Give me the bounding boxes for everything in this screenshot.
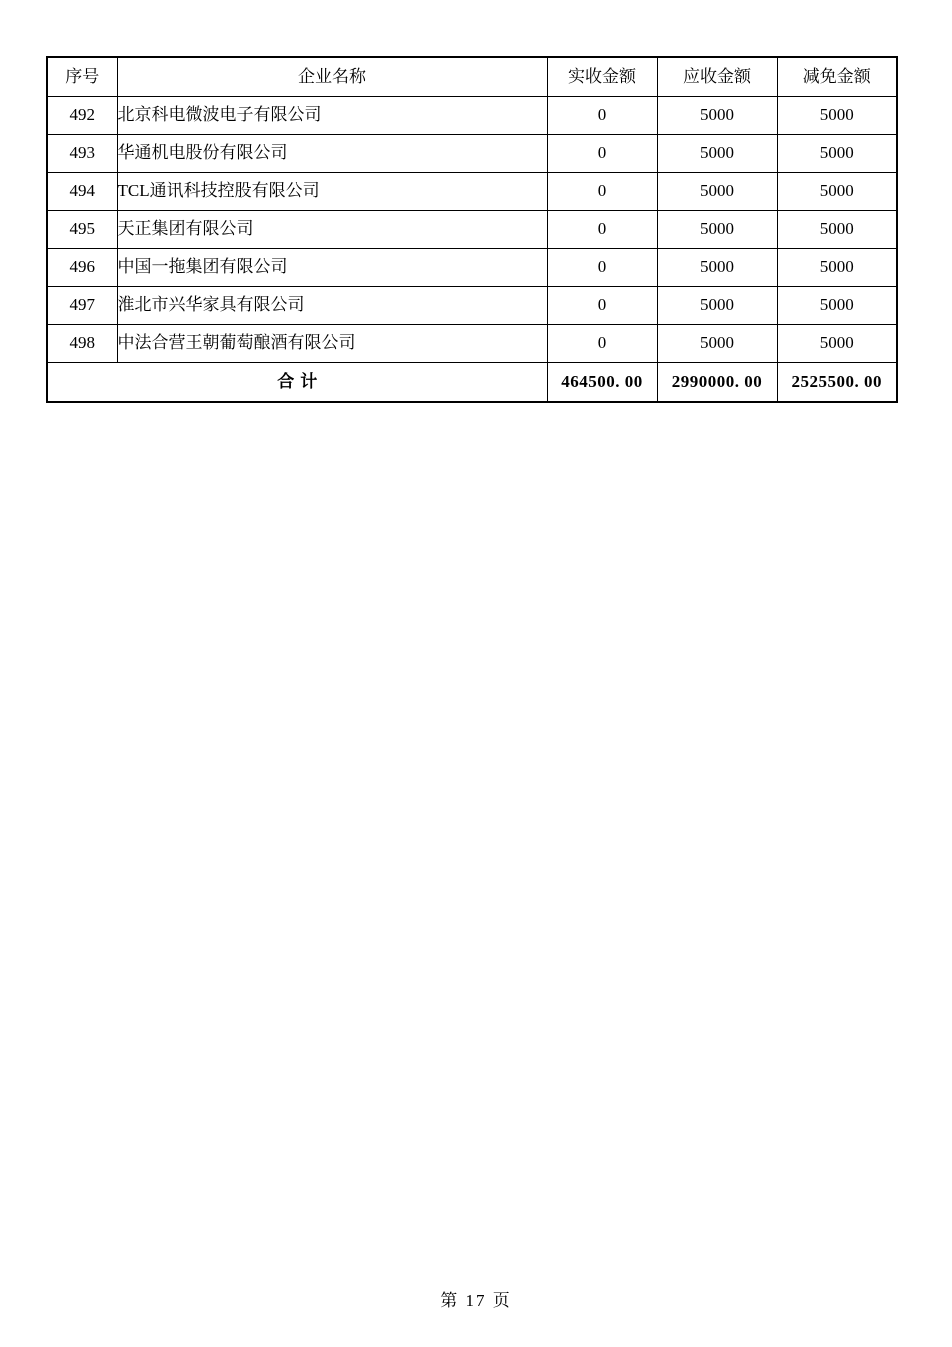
table-total-row xyxy=(47,363,897,403)
cell-reduced-amount: 5000 xyxy=(777,287,897,325)
table-row xyxy=(47,173,897,211)
column-header-due-amount: 应收金额 xyxy=(657,57,777,97)
table-row xyxy=(47,135,897,173)
cell-seq: 492 xyxy=(47,97,117,135)
cell-due-amount: 5000 xyxy=(657,97,777,135)
column-header-reduced-amount: 减免金额 xyxy=(777,57,897,97)
page-footer xyxy=(0,1286,952,1311)
cell-due-amount: 5000 xyxy=(657,249,777,287)
table-body xyxy=(47,97,897,403)
column-header-company-name: 企业名称 xyxy=(117,57,547,97)
total-due-amount: 2990000. 00 xyxy=(657,363,777,403)
cell-reduced-amount: 5000 xyxy=(777,249,897,287)
amount-table xyxy=(46,56,898,403)
cell-due-amount: 5000 xyxy=(657,135,777,173)
cell-paid-amount: 0 xyxy=(547,249,657,287)
cell-paid-amount: 0 xyxy=(547,287,657,325)
cell-due-amount: 5000 xyxy=(657,287,777,325)
table-header xyxy=(47,57,897,97)
cell-reduced-amount: 5000 xyxy=(777,173,897,211)
cell-seq: 496 xyxy=(47,249,117,287)
cell-reduced-amount: 5000 xyxy=(777,135,897,173)
page-number-text: 第 17 页 xyxy=(440,1291,512,1310)
cell-seq: 495 xyxy=(47,211,117,249)
cell-company-name: 华通机电股份有限公司 xyxy=(117,135,547,173)
cell-paid-amount: 0 xyxy=(547,211,657,249)
amount-table-container xyxy=(46,56,896,403)
total-paid-amount: 464500. 00 xyxy=(547,363,657,403)
cell-company-name: 中国一拖集团有限公司 xyxy=(117,249,547,287)
table-row xyxy=(47,97,897,135)
cell-reduced-amount: 5000 xyxy=(777,97,897,135)
total-reduced-amount: 2525500. 00 xyxy=(777,363,897,403)
table-header-row xyxy=(47,57,897,97)
cell-due-amount: 5000 xyxy=(657,173,777,211)
cell-due-amount: 5000 xyxy=(657,211,777,249)
cell-reduced-amount: 5000 xyxy=(777,211,897,249)
total-label: 合计 xyxy=(47,363,547,403)
cell-reduced-amount: 5000 xyxy=(777,325,897,363)
cell-paid-amount: 0 xyxy=(547,325,657,363)
table-row xyxy=(47,325,897,363)
cell-company-name: 中法合营王朝葡萄酿酒有限公司 xyxy=(117,325,547,363)
cell-paid-amount: 0 xyxy=(547,173,657,211)
cell-seq: 498 xyxy=(47,325,117,363)
cell-seq: 494 xyxy=(47,173,117,211)
cell-company-name: 淮北市兴华家具有限公司 xyxy=(117,287,547,325)
cell-seq: 493 xyxy=(47,135,117,173)
table-row xyxy=(47,287,897,325)
column-header-seq: 序号 xyxy=(47,57,117,97)
column-header-paid-amount: 实收金额 xyxy=(547,57,657,97)
cell-company-name: 北京科电微波电子有限公司 xyxy=(117,97,547,135)
cell-company-name: TCL通讯科技控股有限公司 xyxy=(117,173,547,211)
cell-paid-amount: 0 xyxy=(547,135,657,173)
table-row xyxy=(47,211,897,249)
cell-paid-amount: 0 xyxy=(547,97,657,135)
cell-seq: 497 xyxy=(47,287,117,325)
cell-company-name: 天正集团有限公司 xyxy=(117,211,547,249)
cell-due-amount: 5000 xyxy=(657,325,777,363)
table-row xyxy=(47,249,897,287)
